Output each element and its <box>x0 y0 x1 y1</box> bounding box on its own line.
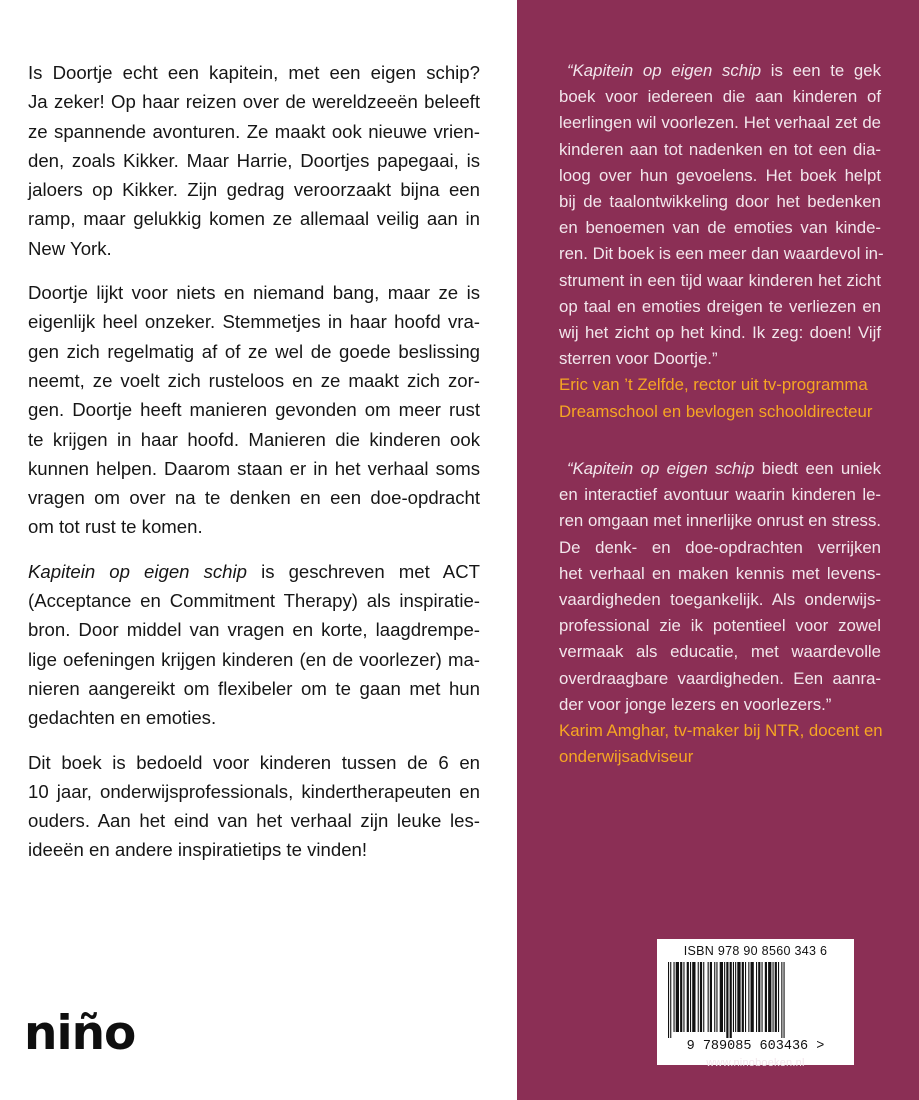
line-text: Ja zeker! Op haar reizen over de wereldzeeën beleeft <box>28 91 480 113</box>
line-text: nieren aangereikt om flexibeler om te gaan met hun <box>28 677 480 699</box>
barcode-bar <box>778 962 779 1032</box>
line-text: professional zie ik potentieel voor zowel <box>559 616 881 636</box>
barcode-bars <box>666 962 846 1038</box>
text-line <box>28 615 480 644</box>
text-line <box>559 692 881 718</box>
barcode-bar <box>750 962 753 1032</box>
line-text: het verhaal en maken kennis met levens- <box>559 563 881 583</box>
text-line <box>28 146 480 175</box>
barcode-bar <box>686 962 688 1032</box>
review-attribution: onderwijsadviseur <box>559 747 694 767</box>
review-attribution: Karim Amghar, tv-maker bij NTR, docent en <box>559 721 883 741</box>
line-text: boek voor iedereen die aan kinderen of <box>559 87 881 107</box>
blurb-paragraph <box>28 58 480 263</box>
barcode-bar <box>709 962 711 1032</box>
text-line <box>559 508 881 534</box>
text-line <box>559 561 881 587</box>
barcode-bar <box>748 962 749 1032</box>
line-text: kinderen aan tot nadenken en tot een dia- <box>559 139 881 159</box>
line-text: gen zich regelmatig af of ze wel de goede beslissing <box>28 340 480 362</box>
review-quote-1 <box>559 58 884 425</box>
barcode-bar <box>761 962 762 1032</box>
barcode-bar <box>781 962 782 1038</box>
blurb-text <box>28 58 480 865</box>
text-line <box>28 557 480 586</box>
text-line <box>28 512 480 541</box>
line-text: ramp, maar gelukkig komen ze allemaal veilig aan in <box>28 208 480 230</box>
line-text: eigenlijk heel onzeker. Stemmetjes in haar hoofd vra- <box>28 311 480 333</box>
line-text: (Acceptance en Commitment Therapy) als inspiratie- <box>28 590 480 612</box>
text-line <box>559 110 881 136</box>
line-text: ren. Dit boek is een meer dan waardevol in- <box>559 244 884 264</box>
text-line <box>28 586 480 615</box>
line-text: sterren voor Doortje.” <box>559 349 718 369</box>
barcode-bar <box>737 962 740 1032</box>
isbn-barcode-box <box>657 939 854 1065</box>
text-line <box>559 456 881 482</box>
barcode-bar <box>724 962 725 1032</box>
barcode-bar <box>670 962 671 1038</box>
line-text: vermaak als educatie, met waardevolle <box>559 642 881 662</box>
review-attribution: Dreamschool en bevlogen schooldirecteur <box>559 401 873 421</box>
text-line <box>559 639 881 665</box>
text-line <box>559 666 881 692</box>
text-line <box>559 137 881 163</box>
text-line <box>559 613 881 639</box>
line-text: ouders. Aan het eind van het verhaal zijn leuke les- <box>28 810 480 832</box>
line-text: biedt een uniek <box>754 459 881 478</box>
barcode-bar <box>673 962 674 1032</box>
text-line <box>559 320 881 346</box>
barcode-bar <box>714 962 715 1032</box>
barcode-bar <box>772 962 773 1032</box>
barcode-bar <box>668 962 669 1038</box>
text-line <box>28 337 480 366</box>
text-line <box>559 58 881 84</box>
barcode-bar <box>726 962 728 1038</box>
text-line <box>559 294 881 320</box>
barcode-bar <box>683 962 684 1032</box>
line-text: ze spannende avonturen. Ze maakt ook nieuwe vrien- <box>28 120 480 142</box>
line-text: is een te gek <box>761 61 881 80</box>
review-quote-2 <box>559 456 881 770</box>
text-line <box>28 366 480 395</box>
barcode-bar <box>699 962 701 1032</box>
barcode-digits: 9 789085 603436 > <box>686 1039 825 1054</box>
text-line <box>28 307 480 336</box>
book-title-italic: “Kapitein op eigen schip <box>567 459 755 478</box>
line-text: wij het zicht op het kind. Ik zeg: doen! Vijf <box>559 323 881 343</box>
barcode-bar <box>758 962 760 1032</box>
barcode-bar <box>675 962 678 1032</box>
line-text: jaloers op Kikker. Zijn gedrag veroorzaakt bijna een <box>28 179 480 201</box>
line-text: Doortje lijkt voor niets en niemand bang, maar ze is <box>28 282 480 304</box>
barcode-bar <box>756 962 757 1032</box>
text-line <box>28 204 480 233</box>
text-line <box>559 189 881 215</box>
line-text: der voor jonge lezers en voorlezers.” <box>559 694 832 714</box>
line-text: De denk- en doe-opdrachten verrijken <box>559 537 881 557</box>
line-text: New York. <box>28 237 112 259</box>
barcode-bar <box>716 962 717 1032</box>
line-text: strument in een tijd waar kinderen het zicht <box>559 270 881 290</box>
line-text: kunnen helpen. Daarom staan er in het verhaal soms <box>28 457 480 479</box>
line-text: 10 jaar, onderwijsprofessionals, kindertherapeuten en <box>28 780 480 802</box>
text-line <box>559 587 881 613</box>
text-line <box>559 482 881 508</box>
text-line <box>28 117 480 146</box>
barcode-bar <box>697 962 698 1032</box>
barcode-bar <box>774 962 776 1032</box>
text-line <box>559 84 881 110</box>
barcode-bar <box>783 962 784 1038</box>
barcode-bar <box>680 962 682 1032</box>
text-line <box>559 241 884 267</box>
text-line <box>28 674 480 703</box>
text-line <box>559 163 881 189</box>
text-line <box>28 278 480 307</box>
barcode-bar <box>707 962 708 1032</box>
barcode-bar <box>735 962 736 1032</box>
text-line <box>559 215 881 241</box>
blurb-paragraph <box>28 557 480 733</box>
text-line <box>28 175 480 204</box>
line-text: Dit boek is bedoeld voor kinderen tussen de 6 en <box>28 751 480 773</box>
review-attribution: Eric van ’t Zelfde, rector uit tv-programma <box>559 375 868 395</box>
blurb-paragraph <box>28 278 480 542</box>
text-line <box>28 234 480 263</box>
text-line <box>28 806 480 835</box>
line-text: is geschreven met ACT <box>247 560 480 582</box>
blurb-paragraph <box>28 748 480 865</box>
text-line <box>28 835 480 864</box>
text-line <box>28 395 480 424</box>
barcode-bar <box>703 962 704 1032</box>
line-text: gen. Doortje heeft manieren gevonden om meer rust <box>28 399 480 421</box>
barcode-bar <box>741 962 743 1032</box>
publisher-logo: niño <box>24 1006 136 1061</box>
line-text: en benoemen van de emoties van kinde- <box>559 218 881 238</box>
book-title-italic: “Kapitein op eigen schip <box>567 61 762 80</box>
barcode-bar <box>764 962 766 1032</box>
publisher-website: www.ninoboeken.nl <box>706 1057 805 1069</box>
line-text: bron. Door middel van vragen en korte, laagdrempe- <box>28 619 480 641</box>
text-line <box>559 535 881 561</box>
barcode-bar <box>690 962 691 1032</box>
line-text: loog over hun gevoelens. Het boek helpt <box>559 165 881 185</box>
text-line <box>28 58 480 87</box>
text-line <box>28 703 480 732</box>
line-text: Is Doortje echt een kapitein, met een eigen schip? <box>28 62 480 83</box>
line-text: leerlingen wil voorlezen. Het verhaal zet de <box>559 113 881 133</box>
line-text: neemt, ze voelt zich rusteloos en ze maakt zich zor- <box>28 369 480 391</box>
line-text: lige oefeningen krijgen kinderen (en de voorlezer) ma- <box>28 648 480 670</box>
barcode-bar <box>732 962 733 1032</box>
line-text: ideeën en andere inspiratietips te vinden! <box>28 839 368 861</box>
text-line <box>28 425 480 454</box>
line-text: bij de taalontwikkeling door het bedenken <box>559 192 881 212</box>
barcode-bar <box>719 962 722 1032</box>
text-line <box>28 87 480 116</box>
text-line <box>28 777 480 806</box>
barcode-bar <box>768 962 771 1032</box>
line-text: vaardigheden toegankelijk. Als onderwijs- <box>559 590 881 610</box>
text-line <box>559 268 881 294</box>
line-text: den, zoals Kikker. Maar Harrie, Doortjes papegaai, is <box>28 149 480 171</box>
text-line <box>28 454 480 483</box>
line-text: en interactief avontuur waarin kinderen le- <box>559 485 881 505</box>
line-text: overdraagbare vaardigheden. Een aanra- <box>559 668 881 688</box>
line-text: te krijgen in haar hoofd. Manieren die kinderen ook <box>28 428 480 450</box>
text-line <box>28 748 480 777</box>
line-text: op taal en emoties dreigen te verliezen en <box>559 296 881 316</box>
line-text: ren omgaan met innerlijke onrust en stress. <box>559 511 881 531</box>
text-line <box>28 645 480 674</box>
line-text: gedachten en emoties. <box>28 707 217 729</box>
book-title-italic: Kapitein op eigen schip <box>28 560 247 582</box>
barcode-bar <box>729 962 731 1038</box>
barcode-bar <box>692 962 695 1032</box>
review-panel <box>517 0 919 1100</box>
barcode-bar <box>745 962 746 1032</box>
isbn-label: ISBN 978 90 8560 343 6 <box>683 944 828 958</box>
line-text: om tot rust te komen. <box>28 516 203 538</box>
text-line <box>28 483 480 512</box>
line-text: vragen om over na te denken en een doe-opdracht <box>28 487 480 509</box>
text-line <box>559 346 881 372</box>
